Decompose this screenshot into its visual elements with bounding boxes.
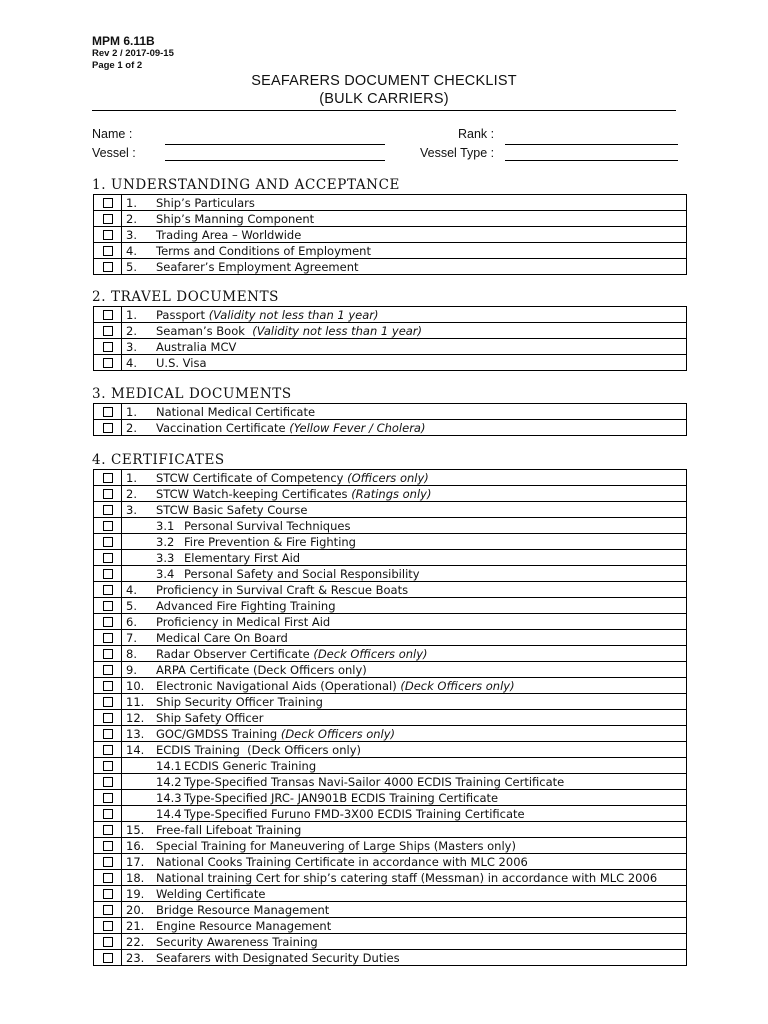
sub-item-number: 3.1 — [156, 518, 175, 533]
checkbox[interactable] — [103, 745, 113, 755]
item-number: 1. — [126, 404, 137, 419]
item-label: Vaccination Certificate — [156, 420, 290, 435]
item-label: Type-Specified Transas Navi-Sailor 4000 ECDIS Training Certificate — [184, 774, 565, 789]
item-number: 4. — [126, 582, 137, 597]
item-number: 23. — [126, 950, 145, 965]
item-number: 22. — [126, 934, 145, 949]
checkbox[interactable] — [103, 697, 113, 707]
item-cell — [122, 726, 687, 742]
checklist-row — [94, 211, 687, 227]
checkbox[interactable] — [103, 713, 113, 723]
item-label: Special Training for Maneuvering of Large Ships (Masters only) — [156, 838, 516, 853]
item-number: 2. — [126, 323, 137, 338]
checkbox-cell — [94, 355, 122, 371]
checklist-understanding — [93, 194, 687, 275]
checkbox-cell — [94, 534, 122, 550]
checkbox[interactable] — [103, 214, 113, 224]
item-cell — [122, 806, 687, 822]
checkbox-cell — [94, 582, 122, 598]
item-label: ARPA Certificate (Deck Officers only) — [156, 662, 367, 677]
checkbox[interactable] — [103, 342, 113, 352]
item-note: (Deck Officers only) — [313, 646, 428, 661]
item-label: Radar Observer Certificate — [156, 646, 314, 661]
item-cell — [122, 934, 687, 950]
checkbox[interactable] — [103, 905, 113, 915]
rank-field[interactable] — [505, 144, 678, 145]
item-label: Personal Survival Techniques — [184, 518, 351, 533]
checklist-row — [94, 243, 687, 259]
checkbox[interactable] — [103, 505, 113, 515]
item-label: Ship Security Officer Training — [156, 694, 323, 709]
checklist-row — [94, 630, 687, 646]
item-number: 21. — [126, 918, 145, 933]
checklist-travel — [93, 306, 687, 371]
item-number: 11. — [126, 694, 145, 709]
item-cell — [122, 902, 687, 918]
item-cell — [122, 404, 687, 420]
checklist-row — [94, 886, 687, 902]
checklist-row — [94, 710, 687, 726]
item-cell — [122, 950, 687, 966]
item-cell — [122, 420, 687, 436]
item-cell — [122, 582, 687, 598]
checkbox[interactable] — [103, 569, 113, 579]
item-label: Type-Specified JRC- JAN901B ECDIS Training Certificate — [184, 790, 499, 805]
checklist-row — [94, 355, 687, 371]
item-note: (Deck Officers only) — [400, 678, 515, 693]
checkbox[interactable] — [103, 521, 113, 531]
item-label: Bridge Resource Management — [156, 902, 330, 917]
vessel-label: Vessel : — [92, 146, 136, 160]
checkbox[interactable] — [103, 407, 113, 417]
document-code: MPM 6.11B — [92, 34, 155, 48]
checkbox-cell — [94, 195, 122, 211]
checklist-row — [94, 758, 687, 774]
item-label: STCW Basic Safety Course — [156, 502, 308, 517]
section-title-medical: 3. MEDICAL DOCUMENTS — [92, 386, 292, 402]
checkbox[interactable] — [103, 553, 113, 563]
checklist-row — [94, 518, 687, 534]
item-cell — [122, 774, 687, 790]
page-title: SEAFARERS DOCUMENT CHECKLIST — [251, 73, 517, 89]
checkbox-cell — [94, 646, 122, 662]
item-cell — [122, 355, 687, 371]
revision-label: Rev 2 / 2017-09-15 — [92, 48, 174, 59]
item-number: 9. — [126, 662, 137, 677]
checklist-certificates — [93, 469, 687, 966]
item-label: GOC/GMDSS Training — [156, 726, 281, 741]
checkbox-cell — [94, 918, 122, 934]
item-label: National training Cert for ship’s catering staff (Messman) in accordance with MLC 2006 — [156, 870, 658, 885]
checkbox[interactable] — [103, 262, 113, 272]
checkbox[interactable] — [103, 489, 113, 499]
checkbox-cell — [94, 323, 122, 339]
checkbox[interactable] — [103, 841, 113, 851]
item-label: STCW Certificate of Competency — [156, 470, 348, 485]
checklist-row — [94, 614, 687, 630]
item-label: Personal Safety and Social Responsibility — [184, 566, 420, 581]
item-number: 12. — [126, 710, 145, 725]
item-number: 4. — [126, 355, 137, 370]
item-number: 7. — [126, 630, 137, 645]
item-cell — [122, 566, 687, 582]
item-cell — [122, 662, 687, 678]
item-cell — [122, 195, 687, 211]
item-cell — [122, 870, 687, 886]
item-cell — [122, 694, 687, 710]
item-number: 1. — [126, 470, 137, 485]
item-cell — [122, 614, 687, 630]
checklist-row — [94, 790, 687, 806]
checkbox[interactable] — [103, 617, 113, 627]
item-number: 5. — [126, 259, 137, 274]
checkbox[interactable] — [103, 423, 113, 433]
item-number: 14. — [126, 742, 145, 757]
item-number: 2. — [126, 420, 137, 435]
checkbox[interactable] — [103, 953, 113, 963]
item-cell — [122, 259, 687, 275]
item-cell — [122, 470, 687, 486]
checklist-row — [94, 678, 687, 694]
checkbox[interactable] — [103, 649, 113, 659]
checklist-row — [94, 307, 687, 323]
checkbox[interactable] — [103, 873, 113, 883]
checkbox-cell — [94, 307, 122, 323]
checklist-row — [94, 726, 687, 742]
vessel-type-label: Vessel Type : — [420, 146, 495, 160]
checkbox-cell — [94, 774, 122, 790]
checklist-row — [94, 934, 687, 950]
checkbox-cell — [94, 259, 122, 275]
checklist-row — [94, 838, 687, 854]
name-field[interactable] — [165, 144, 385, 145]
checkbox-cell — [94, 854, 122, 870]
item-label: Welding Certificate — [156, 886, 266, 901]
item-cell — [122, 211, 687, 227]
item-label: U.S. Visa — [156, 355, 207, 370]
item-number: 20. — [126, 902, 145, 917]
sub-item-number: 14.2 — [156, 774, 182, 789]
item-cell — [122, 339, 687, 355]
vessel-type-field[interactable] — [505, 160, 678, 161]
page-number: Page 1 of 2 — [92, 60, 143, 71]
checkbox[interactable] — [103, 198, 113, 208]
checklist-row — [94, 918, 687, 934]
item-number: 6. — [126, 614, 137, 629]
checkbox[interactable] — [103, 761, 113, 771]
item-label: Seaman’s Book — [156, 323, 253, 338]
item-label: Type-Specified Furuno FMD-3X00 ECDIS Training Certificate — [184, 806, 525, 821]
checkbox[interactable] — [103, 825, 113, 835]
checkbox[interactable] — [103, 857, 113, 867]
checkbox-cell — [94, 404, 122, 420]
item-label: Engine Resource Management — [156, 918, 332, 933]
checklist-row — [94, 662, 687, 678]
item-label: Ship Safety Officer — [156, 710, 264, 725]
checklist-row — [94, 950, 687, 966]
checkbox[interactable] — [103, 473, 113, 483]
title-divider — [92, 110, 676, 111]
item-note: (Validity not less than 1 year) — [208, 307, 379, 322]
name-label: Name : — [92, 127, 133, 141]
checkbox[interactable] — [103, 937, 113, 947]
checkbox-cell — [94, 550, 122, 566]
item-number: 10. — [126, 678, 145, 693]
item-label: Security Awareness Training — [156, 934, 318, 949]
checkbox[interactable] — [103, 537, 113, 547]
checkbox-cell — [94, 886, 122, 902]
item-number: 18. — [126, 870, 145, 885]
item-label: Passport — [156, 307, 209, 322]
item-number: 8. — [126, 646, 137, 661]
checklist-row — [94, 902, 687, 918]
item-label: Seafarers with Designated Security Duties — [156, 950, 400, 965]
checkbox[interactable] — [103, 246, 113, 256]
checklist-row — [94, 227, 687, 243]
item-label: Ship’s Particulars — [156, 195, 255, 210]
item-number: 2. — [126, 211, 137, 226]
item-cell — [122, 710, 687, 726]
checkbox[interactable] — [103, 310, 113, 320]
checkbox-cell — [94, 902, 122, 918]
checkbox-cell — [94, 662, 122, 678]
item-label: Medical Care On Board — [156, 630, 288, 645]
item-label: ECDIS Training (Deck Officers only) — [156, 742, 361, 757]
checkbox-cell — [94, 678, 122, 694]
item-number: 2. — [126, 486, 137, 501]
checkbox[interactable] — [103, 729, 113, 739]
sub-item-number: 14.1 — [156, 758, 182, 773]
item-cell — [122, 678, 687, 694]
checkbox[interactable] — [103, 230, 113, 240]
item-cell — [122, 646, 687, 662]
item-label: Trading Area – Worldwide — [156, 227, 302, 242]
item-cell — [122, 838, 687, 854]
checkbox-cell — [94, 758, 122, 774]
item-number: 3. — [126, 502, 137, 517]
checkbox-cell — [94, 502, 122, 518]
checklist-row — [94, 694, 687, 710]
checkbox-cell — [94, 870, 122, 886]
item-cell — [122, 534, 687, 550]
checklist-row — [94, 550, 687, 566]
checkbox-cell — [94, 806, 122, 822]
checklist-row — [94, 195, 687, 211]
item-number: 16. — [126, 838, 145, 853]
item-number: 3. — [126, 339, 137, 354]
sub-item-number: 3.2 — [156, 534, 175, 549]
page-subtitle: (BULK CARRIERS) — [319, 91, 449, 107]
checkbox[interactable] — [103, 681, 113, 691]
checkbox[interactable] — [103, 889, 113, 899]
item-number: 17. — [126, 854, 145, 869]
item-label: Terms and Conditions of Employment — [156, 243, 371, 258]
checkbox-cell — [94, 211, 122, 227]
item-cell — [122, 518, 687, 534]
checkbox-cell — [94, 726, 122, 742]
checklist-row — [94, 339, 687, 355]
checklist-row — [94, 806, 687, 822]
item-cell — [122, 790, 687, 806]
checkbox-cell — [94, 598, 122, 614]
checklist-row — [94, 774, 687, 790]
item-cell — [122, 486, 687, 502]
checkbox[interactable] — [103, 358, 113, 368]
checkbox-cell — [94, 694, 122, 710]
sub-item-number: 14.4 — [156, 806, 182, 821]
section-title-travel: 2. TRAVEL DOCUMENTS — [92, 289, 280, 305]
checkbox-cell — [94, 950, 122, 966]
checkbox-cell — [94, 822, 122, 838]
vessel-field[interactable] — [165, 160, 385, 161]
checkbox-cell — [94, 339, 122, 355]
checklist-medical — [93, 403, 687, 436]
rank-label: Rank : — [458, 127, 495, 141]
checkbox-cell — [94, 790, 122, 806]
checkbox-cell — [94, 710, 122, 726]
checklist-row — [94, 870, 687, 886]
checkbox-cell — [94, 470, 122, 486]
item-note: (Validity not less than 1 year) — [252, 323, 423, 338]
checkbox[interactable] — [103, 601, 113, 611]
checklist-row — [94, 534, 687, 550]
checkbox-cell — [94, 838, 122, 854]
item-note: (Deck Officers only) — [280, 726, 396, 741]
checkbox[interactable] — [103, 585, 113, 595]
item-label: National Medical Certificate — [156, 404, 316, 419]
sub-item-number: 3.3 — [156, 550, 175, 565]
item-label: National Cooks Training Certificate in accordance with MLC 2006 — [156, 854, 528, 869]
checkbox-cell — [94, 630, 122, 646]
item-cell — [122, 502, 687, 518]
item-note: (Yellow Fever / Cholera) — [289, 420, 426, 435]
checklist-row — [94, 742, 687, 758]
item-number: 13. — [126, 726, 145, 741]
sub-item-number: 14.3 — [156, 790, 182, 805]
checkbox[interactable] — [103, 793, 113, 803]
item-label: Proficiency in Medical First Aid — [156, 614, 331, 629]
item-cell — [122, 886, 687, 902]
section-title-understanding: 1. UNDERSTANDING AND ACCEPTANCE — [92, 177, 400, 193]
checkbox-cell — [94, 566, 122, 582]
item-note: (Ratings only) — [351, 486, 432, 501]
item-label: STCW Watch-keeping Certificates — [156, 486, 352, 501]
item-cell — [122, 323, 687, 339]
item-cell — [122, 227, 687, 243]
item-number: 3. — [126, 227, 137, 242]
item-label: Ship’s Manning Component — [156, 211, 315, 226]
item-number: 1. — [126, 195, 137, 210]
item-number: 15. — [126, 822, 145, 837]
checkbox[interactable] — [103, 809, 113, 819]
checkbox-cell — [94, 486, 122, 502]
section-title-certificates: 4. CERTIFICATES — [92, 452, 225, 468]
item-number: 5. — [126, 598, 137, 613]
checklist-row — [94, 420, 687, 436]
item-cell — [122, 550, 687, 566]
item-cell — [122, 822, 687, 838]
checklist-row — [94, 582, 687, 598]
item-cell — [122, 630, 687, 646]
item-number: 1. — [126, 307, 137, 322]
checklist-row — [94, 502, 687, 518]
item-cell — [122, 854, 687, 870]
item-cell — [122, 307, 687, 323]
item-label: Australia MCV — [156, 339, 237, 354]
item-cell — [122, 598, 687, 614]
item-label: Seafarer’s Employment Agreement — [156, 259, 359, 274]
item-cell — [122, 918, 687, 934]
checkbox-cell — [94, 518, 122, 534]
checklist-row — [94, 598, 687, 614]
checkbox-cell — [94, 420, 122, 436]
item-label: Advanced Fire Fighting Training — [156, 598, 336, 613]
checkbox[interactable] — [103, 326, 113, 336]
checklist-row — [94, 259, 687, 275]
checkbox-cell — [94, 227, 122, 243]
checkbox-cell — [94, 614, 122, 630]
item-cell — [122, 243, 687, 259]
checkbox[interactable] — [103, 633, 113, 643]
item-cell — [122, 758, 687, 774]
item-note: (Officers only) — [347, 470, 429, 485]
checklist-row — [94, 486, 687, 502]
item-label: Free-fall Lifeboat Training — [156, 822, 302, 837]
checkbox-cell — [94, 243, 122, 259]
item-cell — [122, 742, 687, 758]
checkbox-cell — [94, 934, 122, 950]
item-label: Elementary First Aid — [184, 550, 301, 565]
checklist-row — [94, 404, 687, 420]
checklist-row — [94, 566, 687, 582]
item-label: Electronic Navigational Aids (Operational) — [156, 678, 401, 693]
checklist-row — [94, 323, 687, 339]
checklist-row — [94, 470, 687, 486]
checkbox-cell — [94, 742, 122, 758]
sub-item-number: 3.4 — [156, 566, 175, 581]
checkbox[interactable] — [103, 777, 113, 787]
item-label: Proficiency in Survival Craft & Rescue Boats — [156, 582, 409, 597]
checkbox[interactable] — [103, 921, 113, 931]
item-number: 4. — [126, 243, 137, 258]
checkbox[interactable] — [103, 665, 113, 675]
checklist-row — [94, 822, 687, 838]
item-label: Fire Prevention & Fire Fighting — [184, 534, 356, 549]
checklist-row — [94, 646, 687, 662]
item-number: 19. — [126, 886, 145, 901]
checklist-row — [94, 854, 687, 870]
item-label: ECDIS Generic Training — [184, 758, 317, 773]
